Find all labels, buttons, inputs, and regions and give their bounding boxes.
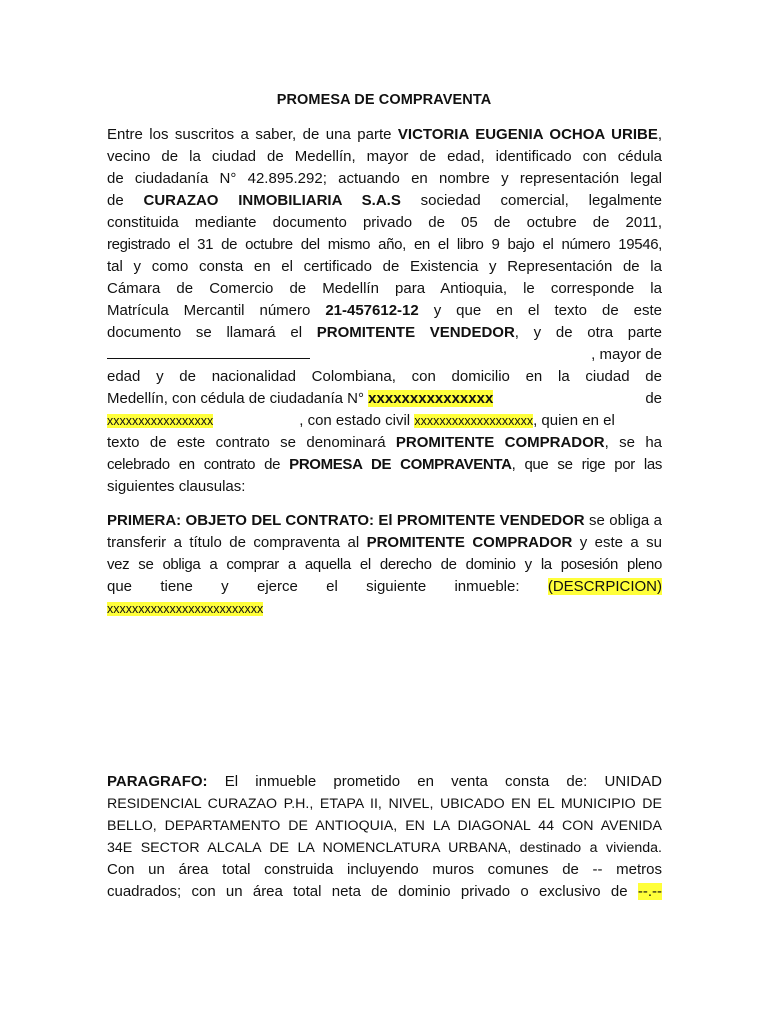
text-line: de ciudadanía N° 42.895.292; actuando en nombre y representación legal bbox=[107, 170, 662, 187]
text: , quien en el bbox=[533, 412, 615, 429]
text-line bbox=[107, 532, 662, 554]
text-line bbox=[107, 432, 662, 454]
text-line bbox=[107, 300, 662, 322]
text-line: 34E SECTOR ALCALA DE LA NOMENCLATURA URBANA, destinado a vivienda. bbox=[107, 840, 662, 856]
text: Medellín, con cédula de ciudadanía N° bbox=[107, 390, 364, 407]
description-value-placeholder: xxxxxxxxxxxxxxxxxxxxxxxxx bbox=[107, 602, 264, 616]
text-line: tal y como consta en el certificado de Existencia y Representación de la bbox=[107, 258, 662, 275]
text-line bbox=[107, 410, 662, 432]
text-line bbox=[107, 454, 662, 476]
text: , que se rige por las bbox=[511, 456, 662, 473]
text-line bbox=[107, 190, 662, 212]
text: , se ha bbox=[604, 434, 662, 451]
paragraph-heading: PARAGRAFO: bbox=[107, 773, 208, 790]
text-line: BELLO, DEPARTAMENTO DE ANTIOQUIA, EN LA DIAGONAL 44 CON AVENIDA bbox=[107, 818, 662, 834]
text: , bbox=[657, 126, 662, 143]
text-line bbox=[107, 598, 662, 620]
text-line bbox=[107, 344, 662, 366]
text: documento se llamará el bbox=[107, 324, 317, 341]
text: Entre los suscritos a saber, de una parte bbox=[107, 126, 398, 143]
paragrafo-paragraph bbox=[107, 771, 662, 903]
text: texto de este contrato se denominará bbox=[107, 434, 396, 451]
text: y que en el texto de este bbox=[418, 302, 662, 319]
role-seller: PROMITENTE VENDEDOR bbox=[316, 324, 515, 341]
text: y este a su bbox=[572, 534, 662, 551]
text-line: vez se obliga a comprar a aquella el derecho de dominio y la posesión pleno bbox=[107, 556, 662, 573]
text-line: vecino de la ciudad de Medellín, mayor de edad, identificado con cédula bbox=[107, 148, 662, 165]
role-buyer: PROMITENTE COMPRADOR bbox=[395, 434, 605, 451]
document-title: PROMESA DE COMPRAVENTA bbox=[276, 92, 492, 108]
text: sociedad comercial, legalmente bbox=[400, 192, 662, 209]
text: de bbox=[107, 192, 144, 209]
text: El inmueble prometido en venta consta de: UNIDAD bbox=[207, 773, 662, 790]
civil-status-placeholder: xxxxxxxxxxxxxxxxxxx bbox=[414, 414, 534, 428]
text: cuadrados; con un área total neta de dominio privado o exclusivo de bbox=[107, 883, 638, 900]
text-line: RESIDENCIAL CURAZAO P.H., ETAPA II, NIVEL, UBICADO EN EL MUNICIPIO DE bbox=[107, 796, 662, 812]
area-placeholder: --.-- bbox=[637, 883, 662, 900]
text-line bbox=[107, 771, 662, 793]
text-line: edad y de nacionalidad Colombiana, con domicilio en la ciudad de bbox=[107, 368, 662, 385]
text: , mayor de bbox=[591, 346, 662, 363]
company-name: CURAZAO INMOBILIARIA S.A.S bbox=[143, 192, 401, 209]
text-line bbox=[107, 322, 662, 344]
text-line: siguientes clausulas: bbox=[107, 478, 246, 495]
text-line bbox=[107, 881, 662, 903]
text: transferir a título de compraventa al bbox=[107, 534, 367, 551]
text: , y de otra parte bbox=[514, 324, 662, 341]
text-line: Cámara de Comercio de Medellín para Antioquia, le corresponde la bbox=[107, 280, 662, 297]
id-number-placeholder: xxxxxxxxxxxxxxx bbox=[368, 390, 494, 407]
text: Matrícula Mercantil número bbox=[107, 302, 326, 319]
contract-name: PROMESA DE COMPRAVENTA bbox=[289, 456, 512, 473]
description-placeholder: (DESCRPICION) bbox=[547, 578, 662, 595]
text: de bbox=[645, 390, 662, 407]
text-line: registrado el 31 de octubre del mismo año, en el libro 9 bajo el número 19546, bbox=[107, 236, 662, 253]
text-line: Con un área total construida incluyendo muros comunes de -- metros bbox=[107, 861, 662, 878]
text-line bbox=[107, 510, 662, 532]
registration-number: 21-457612-12 bbox=[325, 302, 419, 319]
intro-paragraph bbox=[107, 124, 662, 498]
clause-heading: PRIMERA: OBJETO DEL CONTRATO: El PROMITENTE VENDEDOR bbox=[107, 512, 585, 529]
seller-name: VICTORIA EUGENIA OCHOA URIBE bbox=[397, 126, 658, 143]
text-line: constituida mediante documento privado de 05 de octubre de 2011, bbox=[107, 214, 662, 231]
city-placeholder: xxxxxxxxxxxxxxxxx bbox=[107, 414, 214, 428]
role-buyer: PROMITENTE COMPRADOR bbox=[366, 534, 573, 551]
clause-primera bbox=[107, 510, 662, 620]
text-line bbox=[107, 388, 662, 410]
text: celebrado en contrato de bbox=[107, 456, 290, 473]
text: , con estado civil bbox=[299, 412, 411, 429]
text-line bbox=[107, 124, 662, 146]
text: se obliga a bbox=[584, 512, 662, 529]
buyer-name-blank bbox=[107, 344, 310, 359]
text-line bbox=[107, 576, 662, 598]
text: que tiene y ejerce el siguiente inmueble: bbox=[107, 578, 548, 595]
